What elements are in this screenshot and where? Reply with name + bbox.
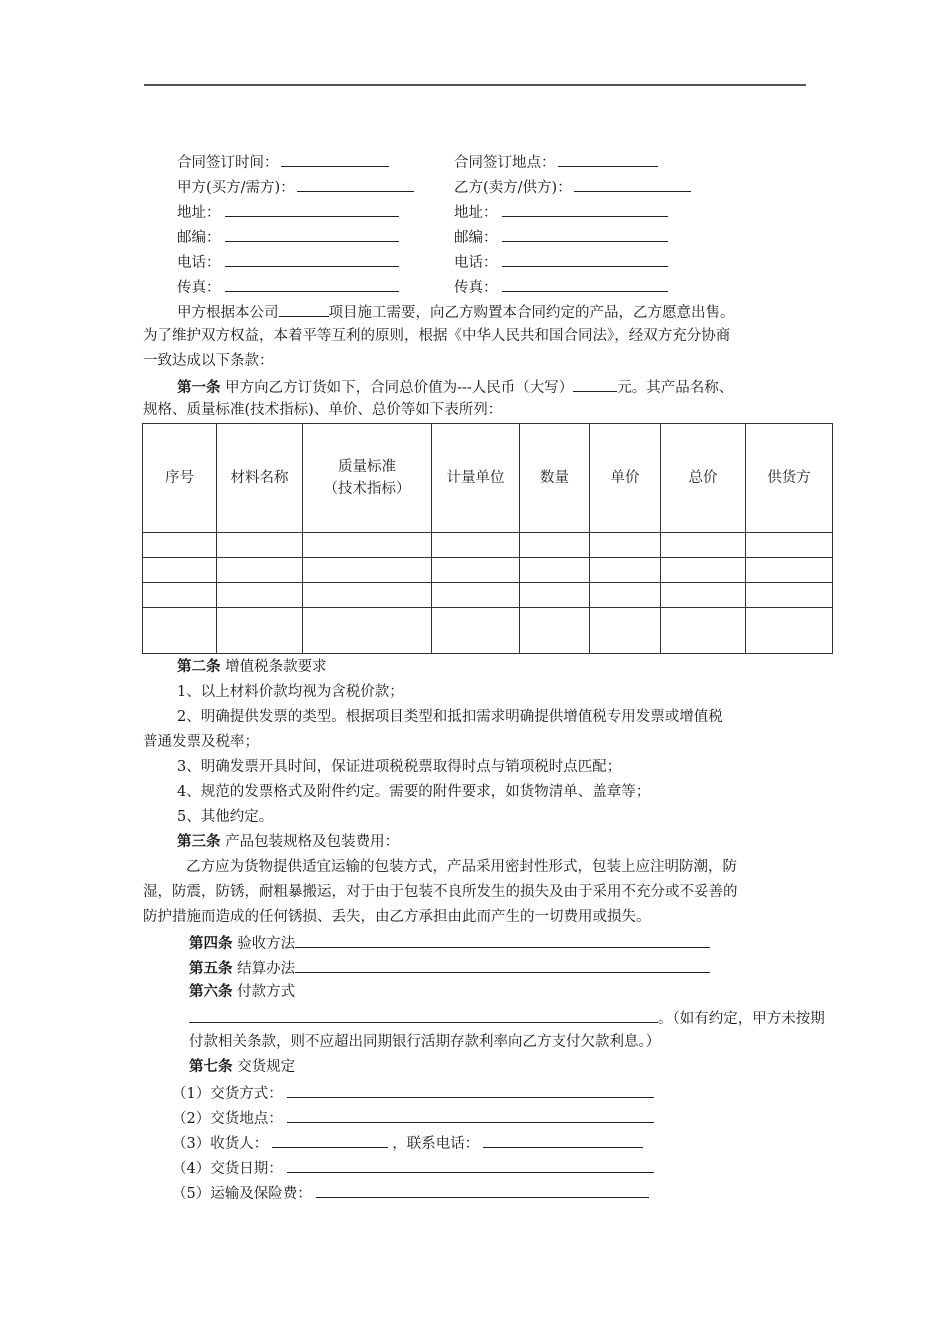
- field-party-b-address: [454, 201, 668, 221]
- header-material-name: 材料名称: [217, 424, 303, 533]
- intro-line-3: 一致达成以下条款：: [143, 353, 274, 369]
- article-2-item-5: 5、其他约定。: [177, 809, 274, 825]
- article-5-title: 第五条: [189, 960, 233, 977]
- field-party-b-postcode: [454, 226, 668, 246]
- table-cell[interactable]: [303, 608, 432, 654]
- party-b-postcode-input[interactable]: [502, 226, 668, 242]
- party-b-phone-input[interactable]: [502, 251, 668, 267]
- delivery-method-field: [172, 1082, 654, 1102]
- header-serial: 序号: [143, 424, 217, 533]
- field-sign-time: [177, 151, 389, 171]
- header-quality-standard: [303, 424, 432, 533]
- article-2-item-1: 1、以上材料价款均视为含税价款；: [177, 684, 404, 700]
- table-cell[interactable]: [590, 583, 661, 608]
- table-row: [143, 558, 833, 583]
- sign-place-input[interactable]: [558, 151, 658, 167]
- field-label: 电话：: [177, 255, 221, 271]
- party-a-address-input[interactable]: [225, 201, 399, 217]
- field-label: 地址：: [454, 205, 498, 221]
- field-label: 甲方(买方/需方)：: [177, 180, 295, 196]
- delivery-method-input[interactable]: [287, 1082, 654, 1098]
- field-label: （4）交货日期：: [172, 1161, 283, 1177]
- delivery-date-field: [172, 1157, 654, 1177]
- table-cell[interactable]: [303, 583, 432, 608]
- table-header-row: [143, 424, 833, 533]
- field-party-b: [454, 176, 691, 196]
- payment-method-input[interactable]: [189, 1007, 658, 1023]
- table-cell[interactable]: [590, 533, 661, 558]
- table-cell[interactable]: [661, 583, 746, 608]
- party-a-phone-input[interactable]: [225, 251, 399, 267]
- intro-line-2: 为了维护双方权益，本着平等互利的原则，根据《中华人民共和国合同法》，经双方充分协商: [143, 328, 731, 344]
- field-label: 邮编：: [177, 230, 221, 246]
- table-cell[interactable]: [661, 608, 746, 654]
- transport-insurance-field: [172, 1182, 649, 1202]
- table-cell[interactable]: [217, 558, 303, 583]
- article-text: 。（如有约定，甲方未按期: [658, 1011, 825, 1027]
- table-cell[interactable]: [143, 608, 217, 654]
- receiver-field: [172, 1132, 643, 1152]
- table-cell[interactable]: [432, 533, 520, 558]
- party-a-postcode-input[interactable]: [225, 226, 399, 242]
- table-cell[interactable]: [217, 533, 303, 558]
- table-cell[interactable]: [746, 583, 833, 608]
- field-label: 合同签订地点：: [454, 155, 556, 171]
- table-cell[interactable]: [520, 558, 590, 583]
- field-sign-place: [454, 151, 658, 171]
- settlement-method-input[interactable]: [295, 957, 710, 973]
- table-cell[interactable]: [520, 583, 590, 608]
- table-cell[interactable]: [303, 558, 432, 583]
- article-3-line-2: 湿，防震，防锈，耐粗暴搬运，对于由于包装不良所发生的损失及由于采用不充分或不妥善的: [143, 884, 738, 900]
- intro-text: 甲方根据本公司: [177, 305, 279, 321]
- table-cell[interactable]: [432, 608, 520, 654]
- table-cell[interactable]: [432, 583, 520, 608]
- article-2-item-4: 4、规范的发票格式及附件约定。需要的附件要求，如货物清单、盖章等；: [177, 784, 651, 800]
- article-3-line-1: 乙方应为货物提供适宜运输的包装方式，产品采用密封性形式，包装上应注明防潮，防: [186, 859, 737, 875]
- article-1-line-1: [177, 376, 733, 396]
- field-party-a: [177, 176, 414, 196]
- receiver-input[interactable]: [272, 1132, 388, 1148]
- header-quality-line-1: 质量标准: [338, 459, 396, 475]
- sign-time-input[interactable]: [281, 151, 389, 167]
- article-2-item-2-cont: 普通发票及税率；: [143, 734, 259, 750]
- article-2-item-3: 3、明确发票开具时间，保证进项税税票取得时点与销项税时点匹配；: [177, 759, 622, 775]
- field-label: （2）交货地点：: [172, 1111, 283, 1127]
- header-supplier: 供货方: [746, 424, 833, 533]
- article-text: 甲方向乙方订货如下，合同总价值为---人民币（大写）: [220, 380, 574, 396]
- table-cell[interactable]: [590, 608, 661, 654]
- field-party-b-fax: [454, 276, 668, 296]
- party-b-address-input[interactable]: [502, 201, 668, 217]
- article-heading-text: 交货规定: [232, 1059, 296, 1075]
- table-cell[interactable]: [217, 583, 303, 608]
- article-1-title: 第一条: [177, 379, 221, 396]
- intro-text: 项目施工需要，向乙方购置本合同约定的产品，乙方愿意出售。: [328, 305, 735, 321]
- delivery-date-input[interactable]: [287, 1157, 654, 1173]
- table-cell[interactable]: [590, 558, 661, 583]
- table-cell[interactable]: [661, 558, 746, 583]
- field-party-a-fax: [177, 276, 399, 296]
- acceptance-method-input[interactable]: [295, 932, 710, 948]
- article-7-heading: [189, 1057, 295, 1077]
- article-5: [189, 957, 710, 977]
- goods-table: [142, 423, 833, 654]
- intro-line-1: [177, 301, 735, 321]
- header-unit-price: 单价: [590, 424, 661, 533]
- transport-insurance-input[interactable]: [316, 1182, 649, 1198]
- article-4-title: 第四条: [189, 935, 233, 952]
- header-quality-line-2: （技术指标）: [323, 481, 411, 497]
- article-4: [189, 932, 710, 952]
- article-heading-text: 验收方法: [232, 936, 296, 952]
- field-party-a-address: [177, 201, 399, 221]
- table-cell[interactable]: [143, 533, 217, 558]
- article-6-title: 第六条: [189, 983, 233, 1000]
- article-2-item-2: 2、明确提供发票的类型。根据项目类型和抵扣需求明确提供增值税专用发票或增值税: [177, 709, 723, 725]
- table-cell[interactable]: [432, 558, 520, 583]
- field-label: （5）运输及保险费：: [172, 1186, 312, 1202]
- table-cell[interactable]: [520, 608, 590, 654]
- table-row: [143, 583, 833, 608]
- article-heading-text: 结算办法: [232, 961, 296, 977]
- field-label: 电话：: [454, 255, 498, 271]
- field-party-b-phone: [454, 251, 668, 271]
- article-text: 元。其产品名称、: [617, 380, 734, 396]
- party-b-fax-input[interactable]: [502, 276, 668, 292]
- field-label: 邮编：: [454, 230, 498, 246]
- header-quantity: 数量: [520, 424, 590, 533]
- article-3-heading: [177, 832, 399, 852]
- field-label: ，联系电话：: [392, 1136, 480, 1152]
- field-label: （1）交货方式：: [172, 1086, 283, 1102]
- field-label: 传真：: [454, 280, 498, 296]
- contact-phone-input[interactable]: [483, 1132, 643, 1148]
- field-label: 合同签订时间：: [177, 155, 279, 171]
- article-3-line-3: 防护措施而造成的任何锈损、丢失，由乙方承担由此而产生的一切费用或损失。: [143, 909, 651, 925]
- table-cell[interactable]: [143, 558, 217, 583]
- party-a-fax-input[interactable]: [225, 276, 399, 292]
- total-amount-input[interactable]: [573, 376, 617, 392]
- field-label: 乙方(卖方/供方)：: [454, 180, 572, 196]
- article-6-heading: [189, 982, 295, 1002]
- header-rule: [144, 84, 806, 86]
- table-cell[interactable]: [661, 533, 746, 558]
- article-3-title: 第三条: [177, 833, 221, 850]
- field-label: 地址：: [177, 205, 221, 221]
- table-cell[interactable]: [303, 533, 432, 558]
- table-cell[interactable]: [746, 533, 833, 558]
- table-row: [143, 533, 833, 558]
- field-label: （3）收货人：: [172, 1136, 269, 1152]
- table-cell[interactable]: [520, 533, 590, 558]
- article-2-title: 第二条: [177, 658, 221, 675]
- project-name-input[interactable]: [279, 301, 329, 317]
- field-party-a-postcode: [177, 226, 399, 246]
- header-unit: 计量单位: [432, 424, 520, 533]
- article-heading-text: 产品包装规格及包装费用：: [220, 834, 400, 850]
- field-party-a-phone: [177, 251, 399, 271]
- party-a-input[interactable]: [297, 176, 414, 192]
- delivery-place-field: [172, 1107, 654, 1127]
- table-cell[interactable]: [746, 608, 833, 654]
- article-2-heading: [177, 657, 327, 677]
- field-label: 传真：: [177, 280, 221, 296]
- table-row: [143, 608, 833, 654]
- party-b-input[interactable]: [574, 176, 691, 192]
- header-total-price: 总价: [661, 424, 746, 533]
- table-cell[interactable]: [746, 558, 833, 583]
- article-7-title: 第七条: [189, 1058, 233, 1075]
- table-cell[interactable]: [217, 608, 303, 654]
- table-cell[interactable]: [143, 583, 217, 608]
- article-heading-text: 增值税条款要求: [220, 659, 327, 675]
- article-6-line-2: 付款相关条款，则不应超出同期银行活期存款利率向乙方支付欠款利息。）: [189, 1034, 661, 1050]
- article-heading-text: 付款方式: [232, 984, 296, 1000]
- delivery-place-input[interactable]: [287, 1107, 654, 1123]
- article-6-line-1: [189, 1007, 825, 1027]
- article-1-line-2: 规格、质量标准(技术指标)、单价、总价等如下表所列：: [143, 402, 503, 418]
